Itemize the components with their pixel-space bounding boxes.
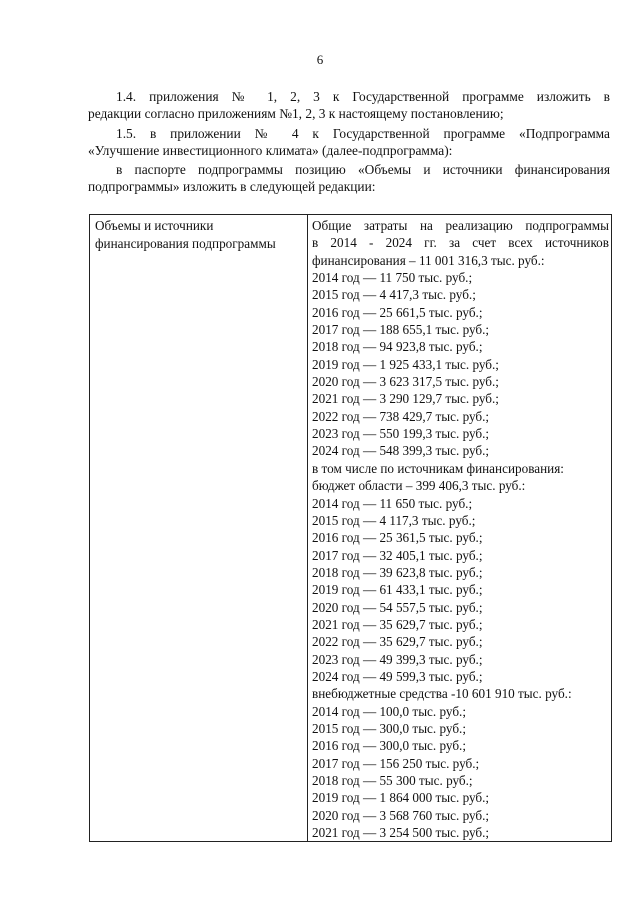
regional-2022: 2022 год — 35 629,7 тыс. руб.; [312, 634, 483, 650]
regional-2014: 2014 год — 11 650 тыс. руб.; [312, 495, 473, 511]
intro-p3-line1: в паспорте подпрограммы позицию «Объемы и источники финансирования [116, 162, 610, 177]
total-2020: 2020 год — 3 623 317,5 тыс. руб.; [312, 374, 499, 390]
extrabudgetary-2016: 2016 год — 300,0 тыс. руб.; [312, 738, 467, 754]
regional-2024: 2024 год — 49 599,3 тыс. руб.; [312, 668, 483, 684]
extrabudgetary-2014: 2014 год — 100,0 тыс. руб.; [312, 703, 467, 719]
intro-p2-line1: 1.5. в приложении № 4 к Государственной программе «Подпрограмма [116, 126, 610, 141]
regional-2015: 2015 год — 4 117,3 тыс. руб.; [312, 512, 476, 528]
extrabudgetary-2017: 2017 год — 156 250 тыс. руб.; [312, 755, 480, 771]
total-2022: 2022 год — 738 429,7 тыс. руб.; [312, 408, 490, 424]
intro-paragraph-2 [88, 125, 610, 159]
extrabudgetary-2019: 2019 год — 1 864 000 тыс. руб.; [312, 790, 490, 806]
intro-paragraph-1 [88, 88, 610, 122]
total-2015: 2015 год — 4 417,3 тыс. руб.; [312, 287, 476, 303]
extrabudgetary-2020: 2020 год — 3 568 760 тыс. руб.; [312, 807, 490, 823]
regional-2020: 2020 год — 54 557,5 тыс. руб.; [312, 599, 483, 615]
regional-2021: 2021 год — 35 629,7 тыс. руб.; [312, 616, 483, 632]
total-line-3: финансирования – 11 001 316,3 тыс. руб.: [312, 252, 545, 268]
total-2021: 2021 год — 3 290 129,7 тыс. руб.; [312, 391, 499, 407]
intro-p1-line1: 1.4. приложения № 1, 2, 3 к Государственной программе изложить в [116, 89, 610, 104]
total-2017: 2017 год — 188 655,1 тыс. руб.; [312, 322, 490, 338]
regional-2017: 2017 год — 32 405,1 тыс. руб.; [312, 547, 483, 563]
total-2019: 2019 год — 1 925 433,1 тыс. руб.; [312, 356, 499, 372]
regional-2019: 2019 год — 61 433,1 тыс. руб.; [312, 582, 483, 598]
regional-2023: 2023 год — 49 399,3 тыс. руб.; [312, 651, 483, 667]
total-2023: 2023 год — 550 199,3 тыс. руб.; [312, 426, 490, 442]
extrabudgetary-2021: 2021 год — 3 254 500 тыс. руб.; [312, 825, 490, 841]
page-number: 6 [316, 52, 324, 67]
regional-2018: 2018 год — 39 623,8 тыс. руб.; [312, 564, 483, 580]
regional-2016: 2016 год — 25 361,5 тыс. руб.; [312, 530, 483, 546]
sources-heading: в том числе по источникам финансирования: [312, 460, 564, 476]
total-2024: 2024 год — 548 399,3 тыс. руб.; [312, 443, 490, 459]
extrabudgetary-total: внебюджетные средства -10 601 910 тыс. руб.: [312, 686, 572, 702]
regional-budget-total: бюджет области – 399 406,3 тыс. руб.: [312, 478, 526, 494]
financing-label-cell: Объемы и источники финансирования подпрограммы [90, 215, 308, 842]
financing-details-cell [308, 215, 612, 842]
intro-paragraph-3 [88, 161, 610, 195]
total-2016: 2016 год — 25 661,5 тыс. руб.; [312, 304, 483, 320]
total-line-1: Общие затраты на реализацию подпрограммы [312, 218, 609, 233]
total-line-2: в 2014 - 2024 гг. за счет всех источников [312, 235, 609, 251]
intro-p1-line2: редакции согласно приложениям №1, 2, 3 к настоящему постановлению; [88, 106, 504, 121]
financing-row [90, 215, 612, 842]
total-2014: 2014 год — 11 750 тыс. руб.; [312, 270, 473, 286]
extrabudgetary-2018: 2018 год — 55 300 тыс. руб.; [312, 773, 473, 788]
intro-p2-line2: «Улучшение инвестиционного климата» (далее-подпрограмма): [88, 143, 453, 158]
intro-p3-line2: подпрограммы» изложить в следующей редакции: [88, 179, 376, 194]
financing-table [89, 214, 612, 842]
extrabudgetary-2015: 2015 год — 300,0 тыс. руб.; [312, 720, 467, 736]
total-2018: 2018 год — 94 923,8 тыс. руб.; [312, 339, 483, 355]
